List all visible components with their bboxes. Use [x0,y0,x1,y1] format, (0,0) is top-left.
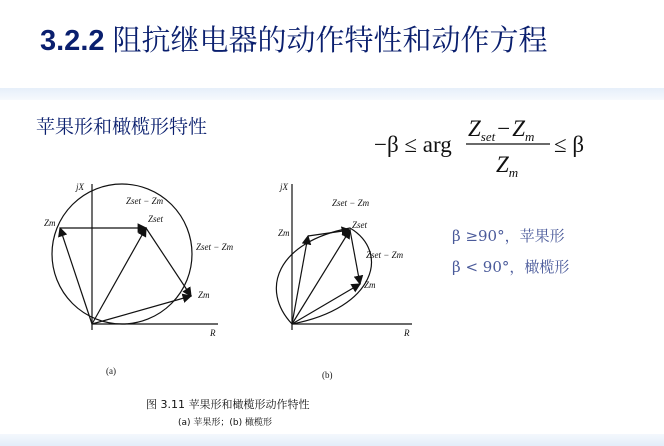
a-label-diff-top: Zset − Zm [126,196,164,206]
a-label-diff-right: Zset − Zm [196,242,234,252]
b-label-zset: Zset [352,220,368,230]
b-label-zm-left: Zm [278,228,290,238]
a-label-jx: jX [76,182,84,192]
figure-caption-sub: (a) 苹果形；(b) 橄榄形 [178,418,272,428]
a-vector-zm-left [60,228,92,324]
a-label-zm-left: Zm [44,218,56,228]
b-olive-shape [276,228,371,324]
b-vector-zm [292,284,360,324]
condition-apple: β ≥90°，苹果形 [452,227,565,245]
condition-olive: β < 90°，橄榄形 [452,258,570,276]
b-sublabel: (b) [322,370,333,380]
figure-caption: 图 3.11 苹果形和橄榄形动作特性 [146,398,310,411]
characteristic-figure [28,172,428,430]
a-sublabel: (a) [106,366,116,376]
b-vector-diff-top [308,230,350,236]
a-label-r: R [210,328,216,338]
formula-denominator: $Z_m$ [496,152,519,180]
formula-numerator: $Z_{set}-Z_m$ [468,116,535,144]
b-label-r: R [404,328,410,338]
b-label-diff-right: Zset − Zm [366,250,404,260]
section-title: 阻抗继电器的动作特性和动作方程 [112,23,548,57]
formula-rhs: ≤ β [554,132,585,157]
a-apple-circle [52,184,192,324]
b-label-zm: Zm [364,280,376,290]
section-number: 3.2.2 [40,25,105,57]
a-label-zset: Zset [148,214,164,224]
b-vector-diff-right [350,230,360,284]
a-vector-zm [92,296,191,324]
b-label-diff-top: Zset − Zm [332,198,370,208]
header-divider-band [0,88,664,100]
subtitle: 苹果形和橄榄形特性 [36,116,208,138]
footer-band [0,434,664,446]
formula-lhs: −β ≤ arg [374,132,452,157]
a-vector-diff-right [146,228,191,296]
b-label-jx: jX [280,182,288,192]
slide-title [40,18,548,59]
a-label-zm: Zm [198,290,210,300]
a-vector-zset [92,228,146,324]
